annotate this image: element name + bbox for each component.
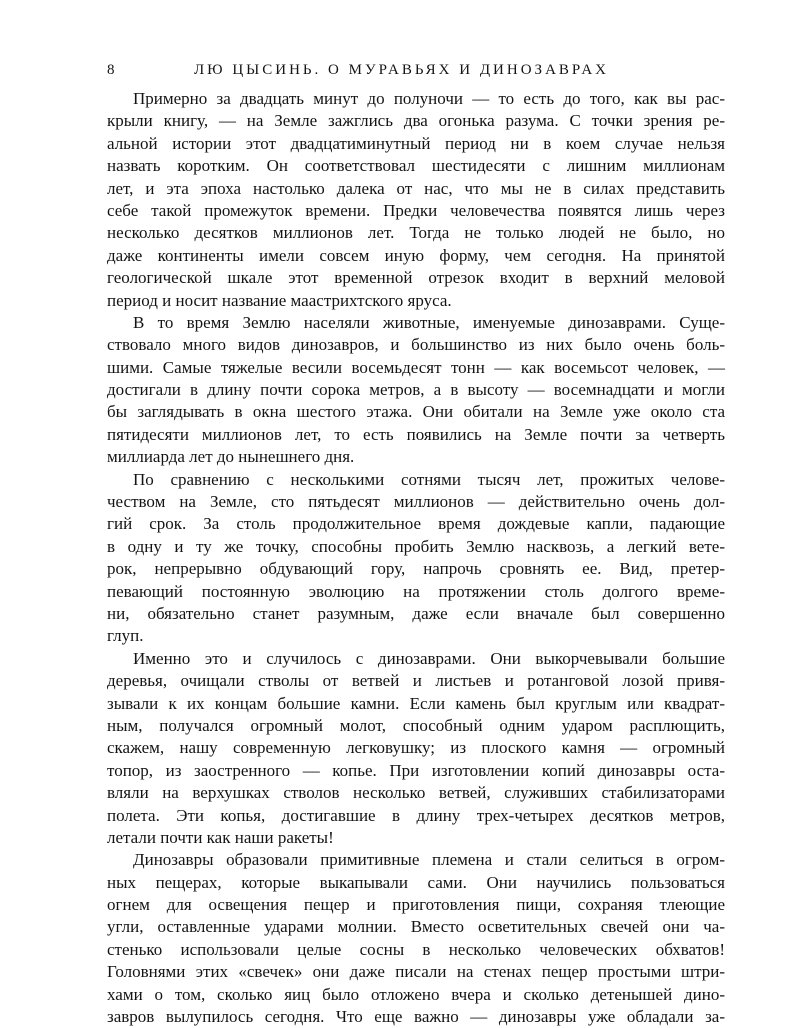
- text-line: геологической шкале этот временной отрезок входит в верхний меловой: [107, 268, 725, 288]
- text-line: чеством на Земле, сто пятьдесят миллионов — действительно очень дол-: [107, 492, 725, 512]
- text-line: певающий постоянную эволюцию на протяжении столь долгого време-: [107, 581, 725, 601]
- text-line: полета. Эти копья, достигавшие в длину трех-четырех десятков метров,: [107, 805, 725, 825]
- text-line: огнем для освещения пещер и приготовления пищи, сохраняя тлеющие: [107, 895, 725, 915]
- text-line: даже континенты имели совсем иную форму, чем сегодня. На принятой: [107, 245, 725, 265]
- text-line: стенько использовали целые сосны в несколько человеческих обхватов!: [107, 939, 725, 959]
- text-line: период и носит название маастрихтского яруса.: [107, 290, 452, 310]
- running-title: ЛЮ ЦЫСИНЬ. О МУРАВЬЯХ И ДИНОЗАВРАХ: [194, 62, 609, 78]
- text-line: крыли книгу, — на Земле зажглись два огонька разума. С точки зрения ре-: [107, 111, 725, 131]
- paragraph: [107, 648, 725, 850]
- text-line: пятидесяти миллионов лет, то есть появились на Земле почти за четверть: [107, 424, 725, 444]
- text-line: Головнями этих «свечек» они даже писали на стенах пещер простыми штри-: [107, 962, 725, 982]
- body-text: [107, 88, 725, 1028]
- text-line: В то время Землю населяли животные, именуемые динозаврами. Суще-: [133, 312, 725, 332]
- paragraph: [107, 849, 725, 1028]
- text-line: Примерно за двадцать минут до полуночи — то есть до того, как вы рас-: [133, 89, 725, 108]
- text-line: бы заглядывать в окна шестого этажа. Они обитали на Земле уже около ста: [107, 402, 725, 422]
- paragraph: [107, 469, 725, 648]
- text-line: Именно это и случилось с динозаврами. Они выкорчевывали большие: [133, 648, 725, 668]
- text-line: себе такой промежуток времени. Предки человечества появятся лишь через: [107, 200, 725, 220]
- text-line: лет, и эта эпоха настолько далека от нас, что мы не в силах представить: [107, 178, 725, 198]
- text-line: вляли на верхушках стволов несколько ветвей, служивших стабилизаторами: [107, 783, 725, 803]
- text-line: гий срок. За столь продолжительное время дождевые капли, падающие: [107, 514, 725, 534]
- text-line: ни, обязательно станет разумным, даже если вначале был совершенно: [107, 603, 725, 623]
- text-line: деревья, очищали стволы от ветвей и листьев и ротанговой лозой привя-: [107, 671, 725, 691]
- text-line: достигали в длину почти сорока метров, а в высоту — восемнадцати и могли: [107, 380, 725, 400]
- paragraph: [107, 312, 725, 469]
- page-number: 8: [107, 62, 115, 78]
- text-line: хами о том, сколько яиц было отложено вчера и сколько детенышей дино-: [107, 984, 725, 1004]
- text-line: в одну и ту же точку, способны пробить Землю насквозь, а легкий вете-: [107, 536, 725, 556]
- text-line: топор, из заостренного — копье. При изготовлении копий динозавры оста-: [107, 760, 725, 780]
- text-line: завров вылупилось сегодня. Что еще важно — динозавры уже обладали за-: [107, 1007, 725, 1027]
- text-line: ным, получался огромный молот, способный одним ударом расплющить,: [107, 715, 725, 735]
- text-line: назвать коротким. Он соответствовал шестидесяти с лишним миллионам: [107, 156, 725, 176]
- text-line: шими. Самые тяжелые весили восемьдесят тонн — как восемьсот человек, —: [107, 357, 725, 377]
- text-line: глуп.: [107, 626, 144, 646]
- text-line: миллиарда лет до нынешнего дня.: [107, 447, 355, 467]
- text-line: зывали к их концам большие камни. Если камень был круглым или квадрат-: [107, 693, 725, 713]
- text-line: Динозавры образовали примитивные племена и стали селиться в огром-: [133, 850, 725, 870]
- text-line: угли, оставленные ударами молнии. Вместо осветительных свечей они ча-: [107, 917, 725, 937]
- text-line: альной истории этот двадцатиминутный период ни в коем случае нельзя: [107, 133, 725, 153]
- book-page: [107, 58, 725, 1028]
- text-line: рок, непрерывно обдувающий гору, напрочь сровнять ее. Вид, претер-: [107, 559, 725, 579]
- text-line: летали почти как наши ракеты!: [107, 827, 334, 847]
- text-line: По сравнению с несколькими сотнями тысяч лет, прожитых челове-: [133, 469, 725, 489]
- paragraph: [107, 88, 725, 312]
- running-head: [107, 58, 725, 82]
- text-line: ствовало много видов динозавров, и большинство из них было очень боль-: [107, 335, 725, 355]
- text-line: ных пещерах, которые выкапывали сами. Они научились пользоваться: [107, 872, 725, 892]
- text-line: несколько десятков миллионов лет. Тогда не только людей не было, но: [107, 223, 725, 243]
- text-line: скажем, нашу современную легковушку; из плоского камня — огромный: [107, 738, 725, 758]
